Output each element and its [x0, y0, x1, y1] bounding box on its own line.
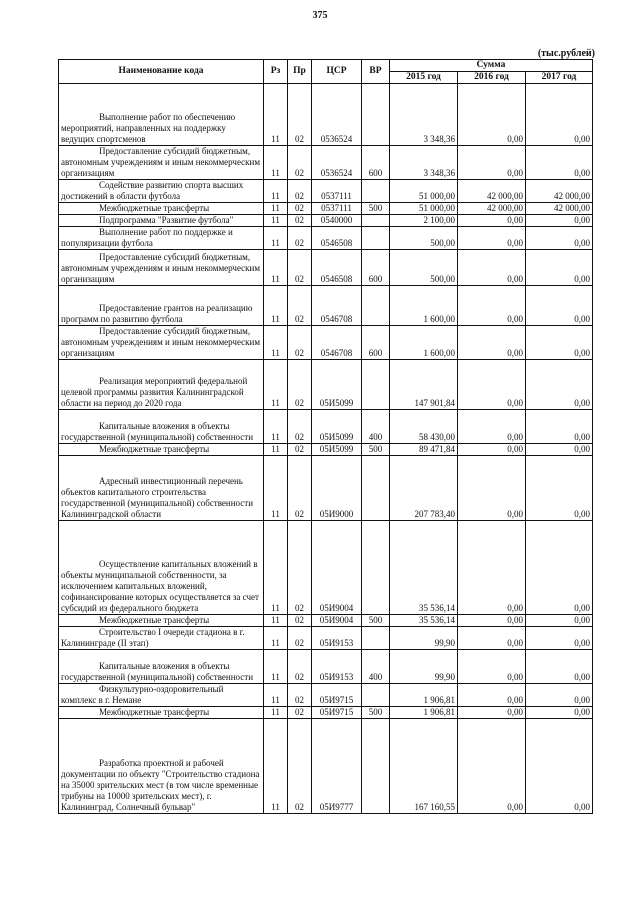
row-2015-cell: 51 000,00	[390, 203, 458, 215]
row-2017-cell: 0,00	[526, 215, 593, 227]
table-body	[59, 84, 593, 814]
row-2017-cell: 0,00	[526, 84, 593, 146]
row-csr-cell: 0546508	[312, 250, 362, 286]
row-pr-cell: 02	[288, 615, 312, 627]
table-row	[59, 650, 593, 684]
row-2015-cell: 1 600,00	[390, 286, 458, 326]
row-2017-cell: 0,00	[526, 627, 593, 650]
table-row	[59, 146, 593, 180]
page-number: 375	[312, 10, 328, 21]
row-vr-cell: 500	[362, 203, 390, 215]
row-name-text: Выполнение работ по поддержке и популяризации футбола	[61, 227, 233, 248]
row-2016-cell: 0,00	[458, 215, 526, 227]
row-pr-cell: 02	[288, 650, 312, 684]
table-row	[59, 286, 593, 326]
units-label: (тыс.рублей)	[537, 48, 595, 59]
row-pr-cell: 02	[288, 180, 312, 203]
row-pr-cell: 02	[288, 227, 312, 250]
row-name-text: Межбюджетные трансферты	[99, 444, 210, 454]
row-pr-cell: 02	[288, 521, 312, 615]
row-csr-cell: 05И9715	[312, 707, 362, 719]
row-vr-cell	[362, 521, 390, 615]
row-name-text: Физкультурно-оздоровительный комплекс в г. Немане	[61, 684, 224, 705]
row-2015-cell: 2 100,00	[390, 215, 458, 227]
row-2016-cell: 42 000,00	[458, 203, 526, 215]
row-2016-cell: 0,00	[458, 615, 526, 627]
row-2016-cell: 0,00	[458, 360, 526, 410]
row-pr-cell: 02	[288, 215, 312, 227]
row-2016-cell: 0,00	[458, 719, 526, 814]
row-vr-cell	[362, 627, 390, 650]
row-vr-cell	[362, 215, 390, 227]
table-row	[59, 707, 593, 719]
row-2017-cell: 0,00	[526, 719, 593, 814]
header-rz: Рз	[264, 60, 288, 84]
row-2016-cell: 0,00	[458, 250, 526, 286]
row-pr-cell: 02	[288, 627, 312, 650]
header-pr: Пр	[288, 60, 312, 84]
row-name-text: Осуществление капитальных вложений в объекты муниципальной собственности, за исключением капитальных вложений, софинансирование которых осуществляется за счет субсидий из федерального бюджета	[61, 559, 259, 613]
row-name-cell	[59, 456, 264, 521]
row-rz-cell: 11	[264, 215, 288, 227]
row-2017-cell: 42 000,00	[526, 203, 593, 215]
row-name-cell	[59, 146, 264, 180]
table-row	[59, 180, 593, 203]
row-2017-cell: 0,00	[526, 707, 593, 719]
row-2016-cell: 0,00	[458, 84, 526, 146]
row-2015-cell: 3 348,36	[390, 146, 458, 180]
row-vr-cell	[362, 684, 390, 707]
row-pr-cell: 02	[288, 286, 312, 326]
row-rz-cell: 11	[264, 410, 288, 444]
row-vr-cell	[362, 719, 390, 814]
header-vr: ВР	[362, 60, 390, 84]
row-2017-cell: 0,00	[526, 521, 593, 615]
row-name-cell	[59, 360, 264, 410]
row-2016-cell: 0,00	[458, 227, 526, 250]
row-csr-cell: 05И5099	[312, 360, 362, 410]
header-name: Наименование кода	[59, 60, 264, 84]
row-name-text: Адресный инвестиционный перечень объектов капитального строительства государственной (муниципальной) собственности Калининградской области	[61, 476, 254, 519]
row-2017-cell: 0,00	[526, 456, 593, 521]
row-name-cell	[59, 180, 264, 203]
row-name-cell	[59, 627, 264, 650]
row-vr-cell	[362, 286, 390, 326]
row-csr-cell: 0537111	[312, 180, 362, 203]
row-pr-cell: 02	[288, 684, 312, 707]
row-name-text: Предоставление субсидий бюджетным, автономным учреждениям и иным некоммерческим организациям	[61, 326, 261, 358]
row-rz-cell: 11	[264, 326, 288, 360]
row-2015-cell: 500,00	[390, 250, 458, 286]
row-vr-cell	[362, 360, 390, 410]
row-name-text: Межбюджетные трансферты	[99, 203, 210, 213]
row-vr-cell: 500	[362, 615, 390, 627]
row-name-cell	[59, 410, 264, 444]
row-2017-cell: 0,00	[526, 250, 593, 286]
row-vr-cell: 600	[362, 146, 390, 180]
row-2015-cell: 89 471,84	[390, 444, 458, 456]
row-rz-cell: 11	[264, 521, 288, 615]
row-name-cell	[59, 250, 264, 286]
row-name-text: Разработка проектной и рабочей документации по объекту "Строительство стадиона на 35000 зрительских мест (в том числе временные трибуны на 10000 зрительских мест), г. Калининград, Солнечный бульвар"	[61, 758, 260, 812]
row-name-text: Капитальные вложения в объекты государственной (муниципальной) собственности	[61, 661, 254, 682]
table-row	[59, 227, 593, 250]
row-2015-cell: 1 906,81	[390, 707, 458, 719]
row-csr-cell: 05И5099	[312, 410, 362, 444]
row-vr-cell: 500	[362, 444, 390, 456]
row-2016-cell: 0,00	[458, 326, 526, 360]
row-name-text: Выполнение работ по обеспечению мероприятий, направленных на поддержку ведущих спортсменов	[61, 112, 236, 144]
row-rz-cell: 11	[264, 286, 288, 326]
row-2017-cell: 0,00	[526, 444, 593, 456]
row-rz-cell: 11	[264, 627, 288, 650]
row-2015-cell: 58 430,00	[390, 410, 458, 444]
header-2015: 2015 год	[390, 72, 458, 84]
row-csr-cell: 0536524	[312, 84, 362, 146]
row-pr-cell: 02	[288, 146, 312, 180]
row-name-text: Межбюджетные трансферты	[99, 707, 210, 717]
row-2015-cell: 500,00	[390, 227, 458, 250]
row-rz-cell: 11	[264, 250, 288, 286]
row-2016-cell: 0,00	[458, 627, 526, 650]
row-pr-cell: 02	[288, 250, 312, 286]
row-vr-cell: 400	[362, 410, 390, 444]
row-rz-cell: 11	[264, 227, 288, 250]
row-pr-cell: 02	[288, 444, 312, 456]
row-2016-cell: 0,00	[458, 650, 526, 684]
row-name-cell	[59, 684, 264, 707]
row-vr-cell	[362, 180, 390, 203]
row-csr-cell: 05И9004	[312, 615, 362, 627]
row-csr-cell: 05И9000	[312, 456, 362, 521]
row-name-text: Реализация мероприятий федеральной целевой программы развития Калининградской области на период до 2020 года	[61, 376, 248, 408]
row-csr-cell: 05И5099	[312, 444, 362, 456]
row-csr-cell: 05И9153	[312, 627, 362, 650]
table-row	[59, 615, 593, 627]
row-name-cell	[59, 650, 264, 684]
header-csr: ЦСР	[312, 60, 362, 84]
table-row	[59, 410, 593, 444]
row-name-text: Предоставление грантов на реализацию программ по развитию футбола	[61, 303, 253, 324]
row-rz-cell: 11	[264, 180, 288, 203]
row-name-text: Строительство I очереди стадиона в г. Калининграде (II этап)	[61, 627, 245, 648]
row-2016-cell: 0,00	[458, 410, 526, 444]
row-pr-cell: 02	[288, 326, 312, 360]
row-2017-cell: 0,00	[526, 650, 593, 684]
table-row	[59, 627, 593, 650]
row-vr-cell	[362, 456, 390, 521]
table-row	[59, 719, 593, 814]
row-2015-cell: 3 348,36	[390, 84, 458, 146]
row-rz-cell: 11	[264, 684, 288, 707]
table-row	[59, 521, 593, 615]
row-rz-cell: 11	[264, 707, 288, 719]
row-2016-cell: 42 000,00	[458, 180, 526, 203]
table-row	[59, 684, 593, 707]
row-2015-cell: 207 783,40	[390, 456, 458, 521]
row-2015-cell: 147 901,84	[390, 360, 458, 410]
table-row	[59, 326, 593, 360]
row-csr-cell: 0546508	[312, 227, 362, 250]
row-2015-cell: 51 000,00	[390, 180, 458, 203]
row-csr-cell: 0546708	[312, 326, 362, 360]
row-2017-cell: 0,00	[526, 286, 593, 326]
row-2017-cell: 0,00	[526, 326, 593, 360]
row-2015-cell: 1 906,81	[390, 684, 458, 707]
row-name-cell	[59, 286, 264, 326]
row-name-text: Содействие развитию спорта высших достижений в области футбола	[61, 180, 244, 201]
table-row	[59, 84, 593, 146]
table-row	[59, 360, 593, 410]
row-2015-cell: 35 536,14	[390, 521, 458, 615]
row-rz-cell: 11	[264, 456, 288, 521]
row-csr-cell: 0546708	[312, 286, 362, 326]
row-pr-cell: 02	[288, 203, 312, 215]
row-2017-cell: 0,00	[526, 146, 593, 180]
row-name-cell	[59, 203, 264, 215]
row-vr-cell	[362, 84, 390, 146]
row-rz-cell: 11	[264, 444, 288, 456]
row-vr-cell: 600	[362, 326, 390, 360]
table-row	[59, 215, 593, 227]
row-2016-cell: 0,00	[458, 444, 526, 456]
header-sum: Сумма	[390, 60, 593, 72]
row-2017-cell: 0,00	[526, 684, 593, 707]
row-2016-cell: 0,00	[458, 684, 526, 707]
row-2017-cell: 0,00	[526, 410, 593, 444]
row-vr-cell: 600	[362, 250, 390, 286]
row-2016-cell: 0,00	[458, 146, 526, 180]
row-pr-cell: 02	[288, 360, 312, 410]
row-2016-cell: 0,00	[458, 521, 526, 615]
row-2016-cell: 0,00	[458, 456, 526, 521]
row-vr-cell	[362, 227, 390, 250]
row-name-text: Капитальные вложения в объекты государственной (муниципальной) собственности	[61, 421, 254, 442]
row-csr-cell: 05И9777	[312, 719, 362, 814]
row-name-cell	[59, 215, 264, 227]
row-2017-cell: 42 000,00	[526, 180, 593, 203]
row-2016-cell: 0,00	[458, 286, 526, 326]
row-2017-cell: 0,00	[526, 615, 593, 627]
row-pr-cell: 02	[288, 410, 312, 444]
row-name-text: Подпрограмма "Развитие футбола"	[99, 215, 234, 225]
row-name-text: Предоставление субсидий бюджетным, автономным учреждениям и иным некоммерческим организациям	[61, 252, 261, 284]
row-name-cell	[59, 521, 264, 615]
table-row	[59, 203, 593, 215]
row-name-text: Межбюджетные трансферты	[99, 615, 210, 625]
row-name-cell	[59, 615, 264, 627]
row-2017-cell: 0,00	[526, 227, 593, 250]
header-2016: 2016 год	[458, 72, 526, 84]
row-2017-cell: 0,00	[526, 360, 593, 410]
row-vr-cell: 400	[362, 650, 390, 684]
row-csr-cell: 0536524	[312, 146, 362, 180]
row-name-cell	[59, 84, 264, 146]
row-name-cell	[59, 326, 264, 360]
table-row	[59, 444, 593, 456]
row-pr-cell: 02	[288, 456, 312, 521]
row-name-cell	[59, 444, 264, 456]
row-pr-cell: 02	[288, 707, 312, 719]
row-rz-cell: 11	[264, 360, 288, 410]
row-rz-cell: 11	[264, 719, 288, 814]
row-csr-cell: 0537111	[312, 203, 362, 215]
row-csr-cell: 05И9715	[312, 684, 362, 707]
budget-table	[58, 59, 593, 814]
row-csr-cell: 05И9004	[312, 521, 362, 615]
row-csr-cell: 0540000	[312, 215, 362, 227]
row-2016-cell: 0,00	[458, 707, 526, 719]
row-name-cell	[59, 227, 264, 250]
row-rz-cell: 11	[264, 84, 288, 146]
row-vr-cell: 500	[362, 707, 390, 719]
row-2015-cell: 1 600,00	[390, 326, 458, 360]
row-csr-cell: 05И9153	[312, 650, 362, 684]
row-2015-cell: 35 536,14	[390, 615, 458, 627]
row-2015-cell: 99,90	[390, 627, 458, 650]
row-rz-cell: 11	[264, 615, 288, 627]
row-name-cell	[59, 719, 264, 814]
row-pr-cell: 02	[288, 719, 312, 814]
row-2015-cell: 99,90	[390, 650, 458, 684]
table-row	[59, 250, 593, 286]
table-row	[59, 456, 593, 521]
header-2017: 2017 год	[526, 72, 593, 84]
row-name-cell	[59, 707, 264, 719]
row-pr-cell: 02	[288, 84, 312, 146]
row-name-text: Предоставление субсидий бюджетным, автономным учреждениям и иным некоммерческим организациям	[61, 146, 261, 178]
row-2015-cell: 167 160,55	[390, 719, 458, 814]
row-rz-cell: 11	[264, 650, 288, 684]
row-rz-cell: 11	[264, 146, 288, 180]
row-rz-cell: 11	[264, 203, 288, 215]
